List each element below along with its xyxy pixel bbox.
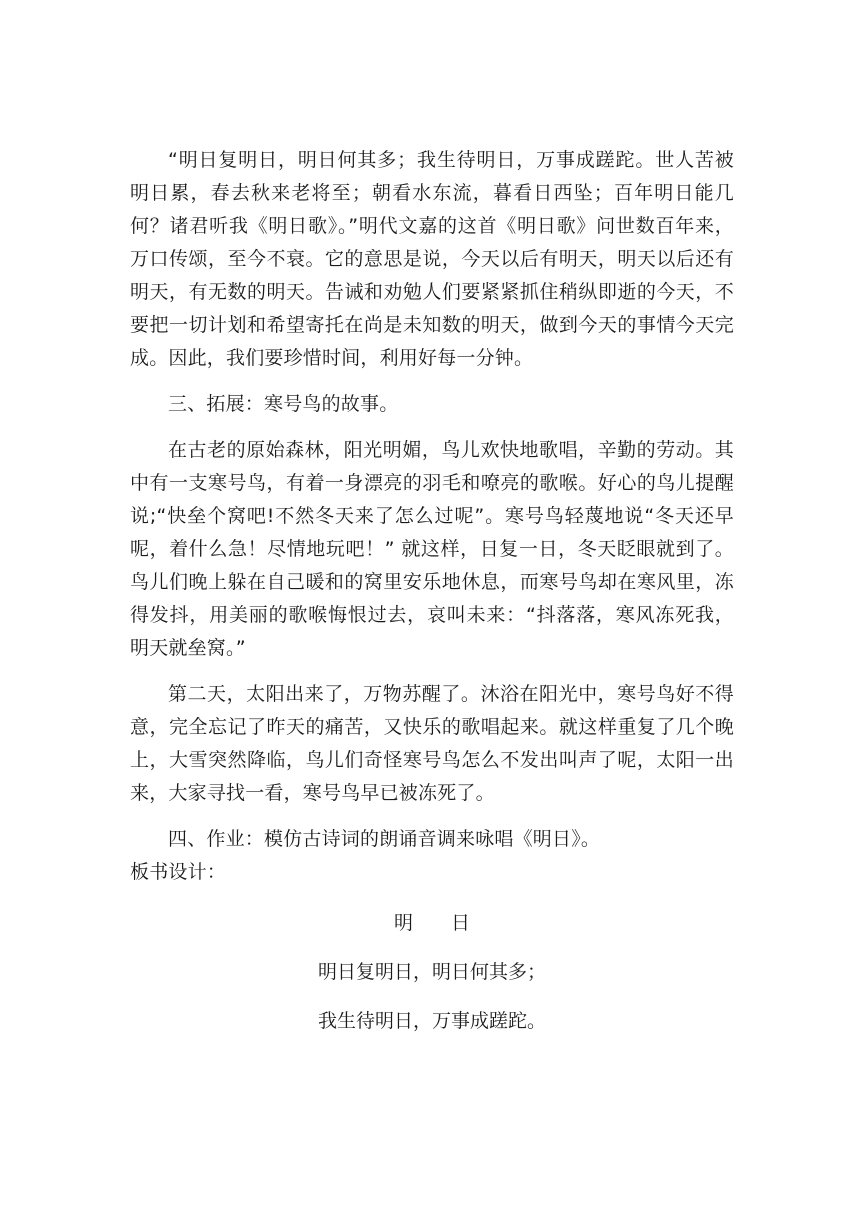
section-heading-homework: 四、作业：模仿古诗词的朗诵音调来咏唱《明日》。 — [168, 828, 601, 850]
board-line-1: 明日复明日，明日何其多； — [317, 961, 546, 983]
document-body — [130, 144, 734, 1038]
section-heading-extension: 三、拓展：寒号鸟的故事。 — [168, 393, 399, 415]
paragraph-story-part2: 第二天，太阳出来了，万物苏醒了。沐浴在阳光中，寒号鸟好不得意，完全忘记了昨天的痛苦，又快乐的歌唱起来。就这样重复了几个晚上，大雪突然降临，鸟儿们奇怪寒号鸟怎么不发出叫声了呢，太阳一出来，大家寻找一看，寒号鸟早已被冻死了。 — [130, 683, 734, 804]
board-design-label: 板书设计： — [130, 861, 227, 883]
paragraph-ming-ri-ge: “明日复明日，明日何其多；我生待明日，万事成蹉跎。世人苦被明日累，春去秋来老将至；朝看水东流，暮看日西坠；百年明日能几何？诸君听我《明日歌》。”明代文嘉的这首《明日歌》问世数百年来，万口传颂，至今不衰。它的意思是说，今天以后有明天，明天以后还有明天，有无数的明天。告诫和劝勉人们要紧紧抓住稍纵即逝的今天，不要把一切计划和希望寄托在尚是未知数的明天，做到今天的事情今天完成。因此，我们要珍惜时间，利用好每一分钟。 — [130, 149, 734, 369]
board-title: 明日 — [393, 912, 508, 934]
board-line-2: 我生待明日，万事成蹉跎。 — [317, 1010, 546, 1032]
paragraph-story-part1: 在古老的原始森林，阳光明媚，鸟儿欢快地歌唱，辛勤的劳动。其中有一支寒号鸟，有着一身漂亮的羽毛和嘹亮的歌喉。好心的鸟儿提醒说;“快垒个窝吧!不然冬天来了怎么过呢”。寒号鸟轻蔑地说“冬天还早呢，着什么急！尽情地玩吧！” 就这样，日复一日，冬天眨眼就到了。鸟儿们晚上躲在自己暖和的窝里安乐地休息，而寒号鸟却在寒风里，冻得发抖，用美丽的歌喉悔恨过去，哀叫未来：“抖落落，寒风冻死我，明天就垒窝。” — [130, 439, 734, 659]
board-design — [130, 907, 734, 1038]
